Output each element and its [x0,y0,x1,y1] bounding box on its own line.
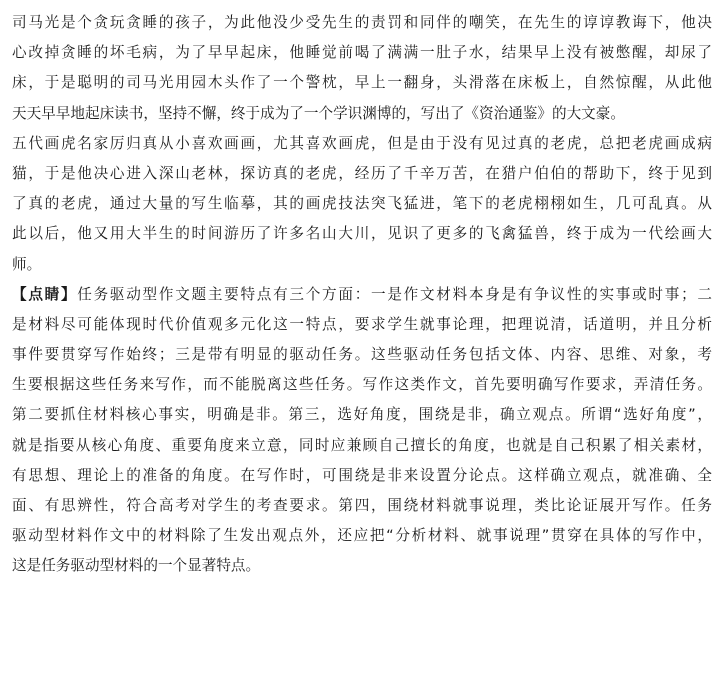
paragraph-dianjing [12,280,712,582]
text-line: 天天早早地起床读书，坚持不懈，终于成为了一个学识渊博的，写出了《资治通鉴》的大文豪。 [12,104,625,122]
text-line: 有思想、理论上的准备的角度。在写作时，可围绕是非来设置分论点。这样确立观点，就准确、全 [12,466,712,484]
text-line: 驱动型材料作文中的材料除了生发出观点外，还应把“分析材料、就事说理”贯穿在具体的写作中， [12,527,712,545]
text-line: 床，于是聪明的司马光用园木头作了一个警枕，早上一翻身，头滑落在床板上，自然惊醒，从此他 [12,74,712,92]
text-line: 生要根据这些任务来写作，而不能脱离这些任务。写作这类作文，首先要明确写作要求，弄清任务。 [12,376,712,394]
dianjing-label: 【点睛】 [12,285,78,303]
text-line: 心改掉贪睡的坏毛病，为了早早起床，他睡觉前喝了满满一肚子水，结果早上没有被憋醒，却尿了 [12,44,712,62]
text-line: 这是任务驱动型材料的一个显著特点。 [12,557,261,575]
text-line: 五代画虎名家厉归真从小喜欢画画，尤其喜欢画虎，但是由于没有见过真的老虎，总把老虎画成病 [12,134,712,152]
paragraph-li-guizhen [12,129,712,280]
document-page [12,8,712,582]
text-line: 师。 [12,255,42,273]
text-line: 司马光是个贪玩贪睡的孩子，为此他没少受先生的责罚和同伴的嘲笑，在先生的谆谆教诲下，他决 [12,14,712,31]
text-line: 了真的老虎，通过大量的写生临摹，其的画虎技法突飞猛进，笔下的老虎栩栩如生，几可乱真。从 [12,195,712,213]
text-line [12,280,712,310]
text-line: 此以后，他又用大半生的时间游历了许多名山大川，见识了更多的飞禽猛兽，终于成为一代绘画大 [12,225,712,243]
text-line: 就是指要从核心角度、重要角度来立意，同时应兼顾自己擅长的角度，也就是自己积累了相关素材， [12,436,712,454]
paragraph-sima-guang [12,8,712,129]
text-line: 事件要贯穿写作始终；三是带有明显的驱动任务。这些驱动任务包括文体、内容、思维、对象，考 [12,346,712,364]
dianjing-first-line: 任务驱动型作文题主要特点有三个方面：一是作文材料本身是有争议性的实事或时事；二 [77,285,712,303]
text-line: 第二要抓住材料核心事实，明确是非。第三，选好角度，围绕是非，确立观点。所谓“选好角度”， [12,406,712,424]
text-line: 是材料尽可能体现时代价值观多元化这一特点，要求学生就事论理，把理说清，话道明，并且分析 [12,315,712,333]
text-line: 猫，于是他决心进入深山老林，探访真的老虎，经历了千辛万苦，在猎户伯伯的帮助下，终于见到 [12,164,712,182]
text-line: 面、有思辨性，符合高考对学生的考查要求。第四，围绕材料就事说理，类比论证展开写作。任务 [12,497,712,514]
